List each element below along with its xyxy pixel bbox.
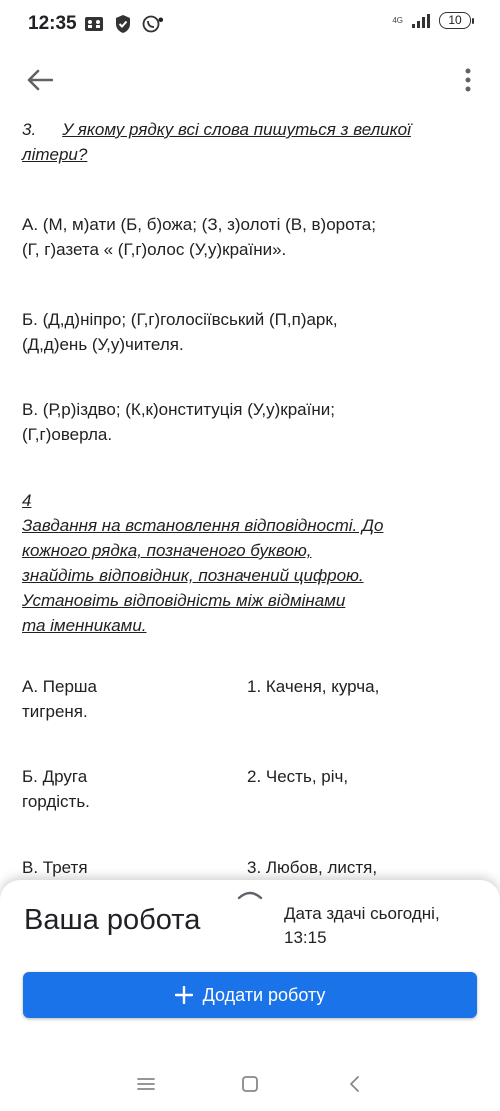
more-options-button[interactable] <box>456 62 480 98</box>
question-4-number: 4 <box>22 491 32 510</box>
more-vert-icon <box>465 68 471 92</box>
square-home-icon <box>241 1075 259 1093</box>
your-work-title: Ваша робота <box>24 904 201 936</box>
option-c-line2: (Г,г)оверла. <box>22 425 113 444</box>
nav-home-button[interactable] <box>236 1070 264 1098</box>
question-3-number: 3. <box>22 120 37 139</box>
system-nav-bar <box>0 1058 500 1111</box>
question-3-title <box>22 117 482 167</box>
chevron-left-icon <box>347 1075 361 1093</box>
match-right-1: 1. Каченя, курча, <box>247 677 380 696</box>
add-work-button[interactable] <box>23 972 477 1018</box>
add-work-label: Додати роботу <box>202 984 326 1005</box>
nav-back-button[interactable] <box>340 1070 368 1098</box>
plus-icon <box>175 986 193 1004</box>
status-notification-icons <box>84 14 160 34</box>
app-bar <box>0 50 500 108</box>
status-bar <box>0 0 500 50</box>
option-c-line1: В. (Р,р)іздво; (К,к)онституція (У,у)країни; <box>22 400 335 419</box>
match-left-b-line2: гордість. <box>22 792 90 811</box>
match-left-c-line1: В. Третя <box>22 858 88 877</box>
match-left-c <box>22 855 222 880</box>
match-left-a <box>22 674 222 724</box>
meeting-icon <box>84 16 104 32</box>
due-date-line1: Дата здачі сьогодні, <box>284 904 440 923</box>
option-b-line1: Б. (Д,д)ніпро; (Г,г)голосіївський (П,п)арк, <box>22 310 338 329</box>
question-4-line3: знайдіть відповідник, позначений цифрою. <box>22 566 364 585</box>
battery-icon <box>439 12 474 29</box>
due-date <box>284 902 494 950</box>
question-3-option-c <box>22 397 482 447</box>
status-time: 12:35 <box>28 13 77 34</box>
question-4-line5: та іменниками. <box>22 616 147 635</box>
match-right-3: 3. Любов, листя, <box>247 858 378 877</box>
chevron-up-icon <box>236 886 264 902</box>
match-left-a-line2: тигреня. <box>22 702 88 721</box>
shield-check-icon <box>114 14 132 34</box>
match-left-b <box>22 764 222 814</box>
sheet-expand-handle[interactable] <box>236 886 264 902</box>
question-3-title-line2: літери? <box>22 145 88 164</box>
status-dot: • <box>158 12 164 29</box>
match-left-b-line1: Б. Друга <box>22 767 88 786</box>
battery-level: 10 <box>439 12 471 29</box>
question-4-block <box>22 488 482 638</box>
question-3-title-line1: У якому рядку всі слова пишуться з великої <box>62 120 411 139</box>
nav-menu-button[interactable] <box>132 1070 160 1098</box>
option-a-line2: (Г, г)азета « (Г,г)олос (У,у)країни». <box>22 240 287 259</box>
match-left-a-line1: А. Перша <box>22 677 98 696</box>
signal-icon <box>411 13 431 29</box>
due-date-line2: 13:15 <box>284 928 327 947</box>
question-4-line1: Завдання на встановлення відповідності. До <box>22 516 384 535</box>
option-b-line2: (Д,д)ень (У,у)чителя. <box>22 335 184 354</box>
question-3-option-a <box>22 212 482 262</box>
question-4-line2: кожного рядка, позначеного буквою, <box>22 541 312 560</box>
match-right-2: 2. Честь, річ, <box>247 767 349 786</box>
option-a-line1: А. (М, м)ати (Б, б)ожа; (З, з)олоті (В, в)орота; <box>22 215 376 234</box>
status-system-icons <box>392 12 474 29</box>
arrow-back-icon <box>27 69 53 91</box>
question-4-line4: Установіть відповідність між відмінами <box>22 591 346 610</box>
back-button[interactable] <box>22 62 58 98</box>
network-indicator <box>392 17 403 25</box>
network-type: 4G <box>392 15 403 25</box>
question-3-option-b <box>22 307 482 357</box>
menu-icon <box>136 1076 156 1092</box>
